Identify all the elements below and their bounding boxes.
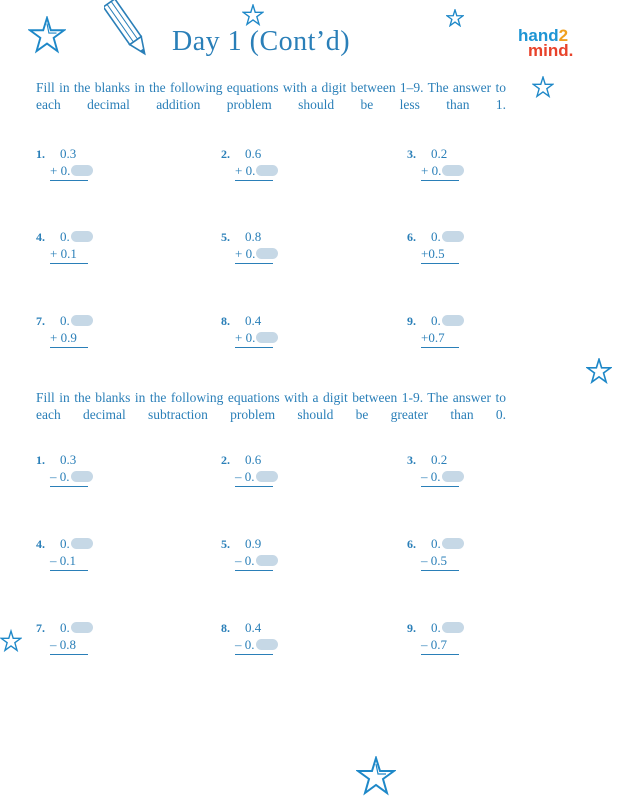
problem-bottom-operand xyxy=(235,637,273,655)
top-operand-text: 0. xyxy=(60,620,70,635)
top-operand-text: 0.3 xyxy=(60,452,77,467)
problem-bottom-operand xyxy=(235,163,273,181)
star-icon xyxy=(586,358,612,384)
problem-bottom-operand xyxy=(421,553,459,571)
problem-number: 8. xyxy=(221,314,230,328)
digit-blank[interactable] xyxy=(442,165,464,176)
problem-top-operand xyxy=(245,229,261,245)
problem-top-operand xyxy=(60,313,93,329)
bottom-operand-text: +0.5 xyxy=(421,246,445,261)
subtraction-problem xyxy=(36,620,106,656)
page-title: Day 1 (Cont’d) xyxy=(172,26,351,57)
problem-bottom-operand xyxy=(421,163,459,181)
problem-number: 3. xyxy=(407,147,416,161)
digit-blank[interactable] xyxy=(71,471,93,482)
problem-bottom-operand xyxy=(235,246,273,264)
bottom-operand-text: – 0. xyxy=(235,637,255,652)
digit-blank[interactable] xyxy=(71,538,93,549)
problem-number: 7. xyxy=(36,621,45,635)
subtraction-problem xyxy=(36,536,106,572)
addition-problem xyxy=(221,146,291,182)
top-operand-text: 0. xyxy=(431,229,441,244)
bottom-operand-text: – 0.8 xyxy=(50,637,76,652)
bottom-operand-text: + 0. xyxy=(421,163,442,178)
subtraction-problem xyxy=(221,452,291,488)
addition-problem xyxy=(36,229,106,265)
digit-blank[interactable] xyxy=(256,332,278,343)
digit-blank[interactable] xyxy=(442,538,464,549)
problem-number: 5. xyxy=(221,230,230,244)
problem-number: 2. xyxy=(221,147,230,161)
top-operand-text: 0.4 xyxy=(245,313,262,328)
problem-bottom-operand xyxy=(421,469,459,487)
problem-top-operand xyxy=(60,620,93,636)
bottom-operand-text: + 0. xyxy=(50,163,71,178)
subtraction-problem xyxy=(221,536,291,572)
digit-blank[interactable] xyxy=(71,165,93,176)
problem-top-operand xyxy=(245,452,261,468)
pencil-icon xyxy=(104,0,156,62)
subtraction-problem xyxy=(36,452,106,488)
problem-number: 8. xyxy=(221,621,230,635)
top-operand-text: 0.6 xyxy=(245,146,262,161)
bottom-operand-text: + 0. xyxy=(235,163,256,178)
addition-instructions: Fill in the blanks in the following equations with a digit between 1–9. The answer to each decimal addition problem should be less than 1. xyxy=(36,80,506,112)
bottom-operand-text: – 0.7 xyxy=(421,637,447,652)
problem-number: 4. xyxy=(36,230,45,244)
addition-problem xyxy=(407,313,477,349)
bottom-operand-text: – 0. xyxy=(235,553,255,568)
problem-bottom-operand xyxy=(235,553,273,571)
problem-number: 4. xyxy=(36,537,45,551)
problem-top-operand xyxy=(431,536,464,552)
problem-top-operand xyxy=(431,452,447,468)
problem-bottom-operand xyxy=(50,469,88,487)
digit-blank[interactable] xyxy=(71,315,93,326)
subtraction-instructions: Fill in the blanks in the following equations with a digit between 1-9. The answer to each decimal subtraction problem should be greater than 0. xyxy=(36,390,506,422)
problem-top-operand xyxy=(431,620,464,636)
star-icon xyxy=(28,16,66,54)
star-icon xyxy=(242,4,264,26)
top-operand-text: 0. xyxy=(60,313,70,328)
digit-blank[interactable] xyxy=(71,231,93,242)
problem-number: 9. xyxy=(407,314,416,328)
top-operand-text: 0. xyxy=(431,313,441,328)
digit-blank[interactable] xyxy=(442,315,464,326)
top-operand-text: 0.6 xyxy=(245,452,262,467)
problem-bottom-operand xyxy=(421,637,459,655)
subtraction-problem xyxy=(407,620,477,656)
problem-number: 6. xyxy=(407,230,416,244)
top-operand-text: 0. xyxy=(431,536,441,551)
bottom-operand-text: +0.7 xyxy=(421,330,445,345)
problem-bottom-operand xyxy=(235,469,273,487)
addition-problem xyxy=(221,229,291,265)
bottom-operand-text: + 0.9 xyxy=(50,330,77,345)
digit-blank[interactable] xyxy=(256,639,278,650)
top-operand-text: 0. xyxy=(60,229,70,244)
problem-number: 2. xyxy=(221,453,230,467)
bottom-operand-text: – 0. xyxy=(421,469,441,484)
top-operand-text: 0. xyxy=(60,536,70,551)
problem-number: 9. xyxy=(407,621,416,635)
top-operand-text: 0. xyxy=(431,620,441,635)
digit-blank[interactable] xyxy=(256,248,278,259)
bottom-operand-text: + 0. xyxy=(235,246,256,261)
top-operand-text: 0.4 xyxy=(245,620,262,635)
problem-number: 1. xyxy=(36,453,45,467)
top-operand-text: 0.3 xyxy=(60,146,77,161)
problem-top-operand xyxy=(431,229,464,245)
top-operand-text: 0.2 xyxy=(431,146,448,161)
problem-bottom-operand xyxy=(50,637,88,655)
problem-number: 5. xyxy=(221,537,230,551)
problem-bottom-operand xyxy=(50,330,88,348)
star-icon xyxy=(356,756,396,796)
hand2mind-logo: hand2 mind. xyxy=(518,26,574,60)
bottom-operand-text: – 0. xyxy=(50,469,70,484)
problem-top-operand xyxy=(60,536,93,552)
digit-blank[interactable] xyxy=(256,555,278,566)
bottom-operand-text: – 0. xyxy=(235,469,255,484)
addition-problem xyxy=(407,229,477,265)
star-icon xyxy=(0,628,22,654)
bottom-operand-text: + 0.1 xyxy=(50,246,77,261)
top-operand-text: 0.9 xyxy=(245,536,262,551)
subtraction-problem xyxy=(221,620,291,656)
digit-blank[interactable] xyxy=(71,622,93,633)
addition-problem xyxy=(36,313,106,349)
bottom-operand-text: – 0.5 xyxy=(421,553,447,568)
digit-blank[interactable] xyxy=(256,165,278,176)
problem-bottom-operand xyxy=(50,163,88,181)
problem-bottom-operand xyxy=(50,246,88,264)
top-operand-text: 0.8 xyxy=(245,229,262,244)
problem-bottom-operand xyxy=(50,553,88,571)
problem-top-operand xyxy=(245,620,261,636)
problem-number: 6. xyxy=(407,537,416,551)
problem-top-operand xyxy=(60,452,76,468)
problem-top-operand xyxy=(60,229,93,245)
problem-top-operand xyxy=(245,146,261,162)
star-icon xyxy=(446,9,464,27)
addition-problem xyxy=(407,146,477,182)
bottom-operand-text: – 0.1 xyxy=(50,553,76,568)
problem-top-operand xyxy=(245,313,261,329)
problem-top-operand xyxy=(431,313,464,329)
problem-number: 7. xyxy=(36,314,45,328)
addition-problem xyxy=(36,146,106,182)
subtraction-problem xyxy=(407,536,477,572)
problem-number: 1. xyxy=(36,147,45,161)
digit-blank[interactable] xyxy=(442,622,464,633)
digit-blank[interactable] xyxy=(256,471,278,482)
bottom-operand-text: + 0. xyxy=(235,330,256,345)
problem-bottom-operand xyxy=(235,330,273,348)
problem-top-operand xyxy=(60,146,76,162)
digit-blank[interactable] xyxy=(442,231,464,242)
digit-blank[interactable] xyxy=(442,471,464,482)
subtraction-problem xyxy=(407,452,477,488)
problem-bottom-operand xyxy=(421,246,459,264)
problem-top-operand xyxy=(245,536,261,552)
problem-top-operand xyxy=(431,146,447,162)
addition-problem xyxy=(221,313,291,349)
problem-bottom-operand xyxy=(421,330,459,348)
star-icon xyxy=(532,76,554,98)
top-operand-text: 0.2 xyxy=(431,452,448,467)
problem-number: 3. xyxy=(407,453,416,467)
